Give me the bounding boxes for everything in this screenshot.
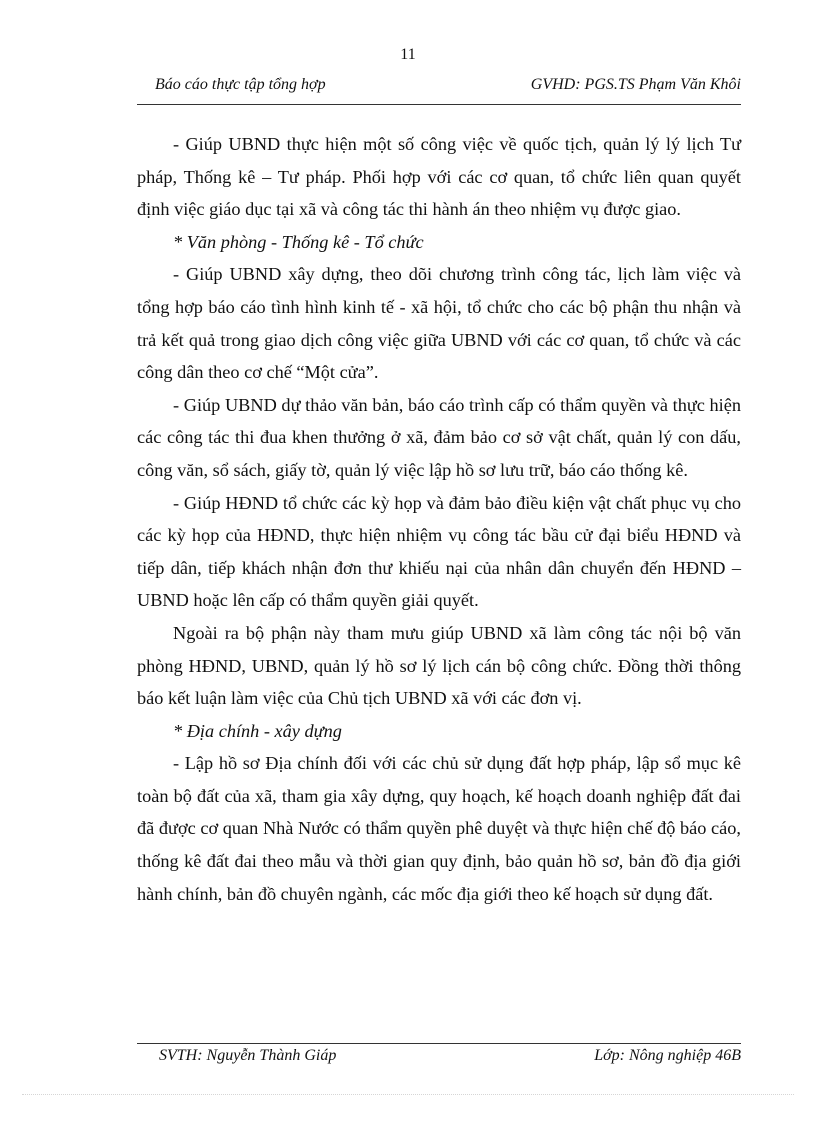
page-footer [137, 1047, 741, 1069]
body-paragraph: - Giúp UBND thực hiện một số công việc về quốc tịch, quản lý lý lịch Tư pháp, Thống kê – Tư pháp. Phối hợp với các cơ quan, tổ chức liên quan quyết định việc giáo dục tại xã và công tác thi hành án theo nhiệm vụ được giao. [137, 134, 741, 220]
document-body [137, 128, 741, 910]
header-report-title: Báo cáo thực tập tổng hợp [155, 76, 326, 93]
body-paragraph: - Lập hồ sơ Địa chính đối với các chủ sử dụng đất hợp pháp, lập sổ mục kê toàn bộ đất của xã, tham gia xây dựng, quy hoạch, kế hoạch doanh nghiệp đất đai đã được cơ quan Nhà Nước có thẩm quyền phê duyệt và thực hiện chế độ báo cáo, thống kê đất đai theo mẫu và thời gian quy định, bảo quản hồ sơ, bản đồ địa giới hành chính, bản đồ chuyên ngành, các mốc địa giới theo kế hoạch sử dụng đất. [137, 753, 741, 904]
page-number: 11 [400, 46, 416, 63]
footer-divider [137, 1043, 741, 1044]
body-paragraph: - Giúp HĐND tổ chức các kỳ họp và đảm bảo điều kiện vật chất phục vụ cho các kỳ họp của HĐND, thực hiện nhiệm vụ công tác bầu cử đại biểu HĐND và tiếp dân, tiếp khách nhận đơn thư khiếu nại của nhân dân chuyển đến HĐND – UBND hoặc lên cấp có thẩm quyền giải quyết. [137, 492, 741, 611]
page-edge-divider [22, 1094, 794, 1095]
body-paragraph: Ngoài ra bộ phận này tham mưu giúp UBND xã làm công tác nội bộ văn phòng HĐND, UBND, quản lý hồ sơ lý lịch cán bộ công chức. Đồng thời thông báo kết luận làm việc của Chủ tịch UBND xã với các đơn vị. [137, 622, 741, 709]
page-header [137, 76, 741, 96]
section-heading: * Địa chính - xây dựng [173, 720, 342, 741]
header-supervisor: GVHD: PGS.TS Phạm Văn Khôi [530, 76, 741, 93]
header-divider [137, 104, 741, 105]
section-heading: * Văn phòng - Thống kê - Tổ chức [173, 231, 424, 252]
footer-student: SVTH: Nguyễn Thành Giáp [159, 1047, 337, 1064]
body-paragraph: - Giúp UBND xây dựng, theo dõi chương trình công tác, lịch làm việc và tổng hợp báo cáo tình hình kinh tế - xã hội, tổ chức cho các bộ phận thu nhận và trả kết quả trong giao dịch công việc giữa UBND với các cơ quan, tổ chức và các công dân theo cơ chế “Một cửa”. [137, 264, 741, 383]
body-paragraph: - Giúp UBND dự thảo văn bản, báo cáo trình cấp có thẩm quyền và thực hiện các công tác thi đua khen thưởng ở xã, đảm bảo cơ sở vật chất, quản lý con dấu, công văn, sổ sách, giấy tờ, quản lý việc lập hồ sơ lưu trữ, báo cáo thống kê. [137, 394, 741, 480]
footer-class: Lớp: Nông nghiệp 46B [594, 1047, 741, 1064]
